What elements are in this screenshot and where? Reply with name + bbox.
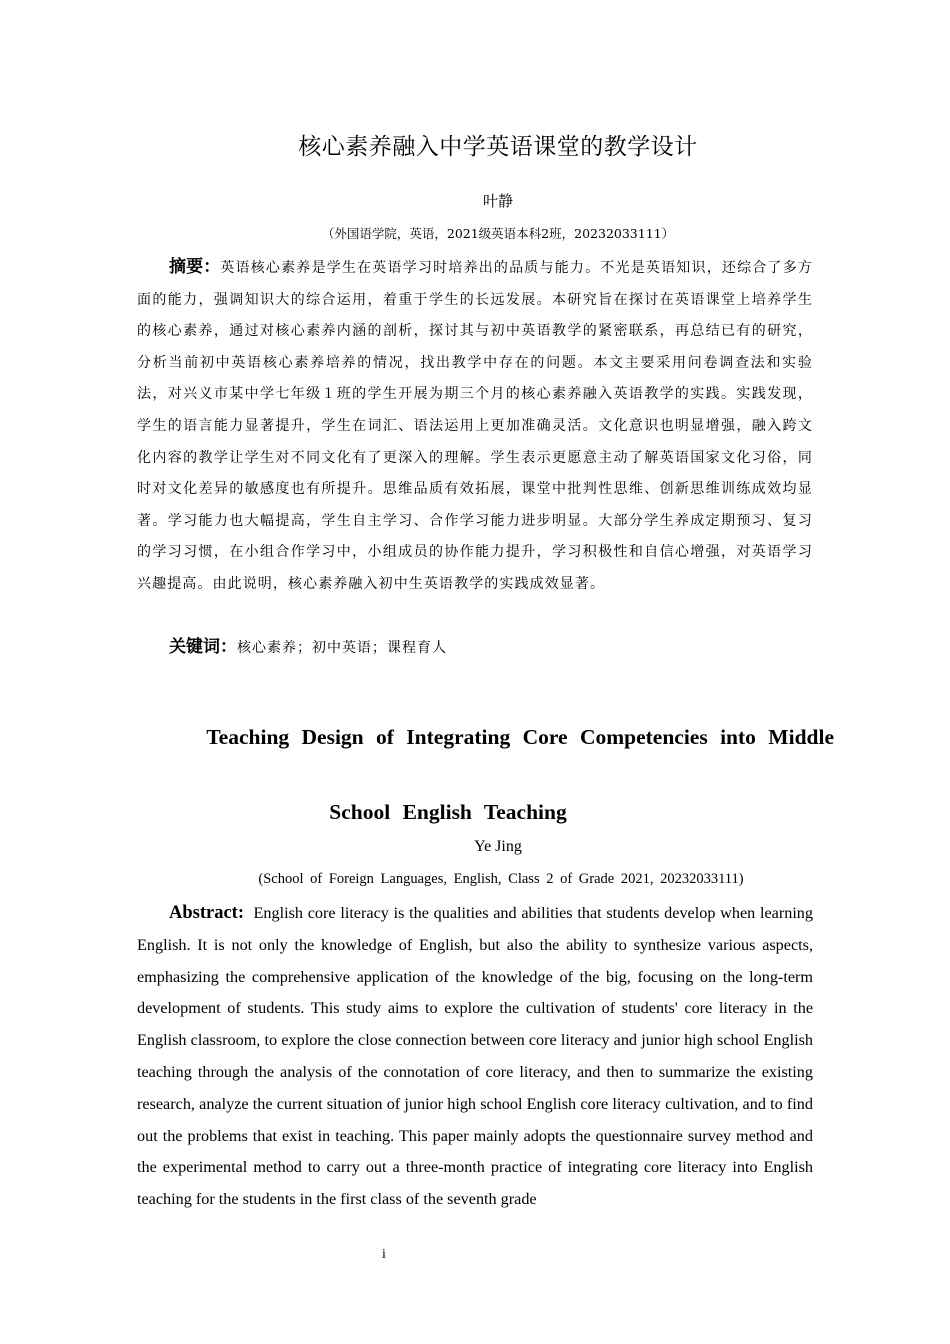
chinese-affiliation: （外国语学院，英语，2021级英语本科2班，20232033111） bbox=[321, 226, 675, 241]
english-abstract-text: English core literacy is the qualities and abilities that students develop when learning English. It is not only the knowledge of English, but also the ability to synthesize various aspects, emphasizing the comprehensive application of the knowledge of the big, focusing on the long-term development of students. This study aims to explore the cultivation of students' core literacy in the English classroom, to explore the close connection between core literacy and junior high school English teaching through the analysis of the connotation of core literacy, and then to summarize the existing research, analyze the current situation of junior high school English core literacy cultivation, and to find out the problems that exist in teaching. This paper mainly adopts the questionnaire survey method and the experimental method to carry out a three-month practice of integrating core literacy into English teaching for the students in the first class of the seventh grade bbox=[137, 904, 813, 1209]
chinese-author: 叶静 bbox=[482, 192, 513, 210]
english-abstract bbox=[137, 898, 813, 1216]
english-title-line-2: School English Teaching bbox=[329, 800, 567, 824]
english-affiliation: (School of Foreign Languages, English, Class 2 of Grade 2021, 20232033111) bbox=[258, 871, 744, 887]
chinese-abstract bbox=[137, 252, 813, 601]
chinese-abstract-label: 摘要： bbox=[169, 257, 221, 277]
english-abstract-label: Abstract: bbox=[169, 903, 245, 923]
page-number: i bbox=[382, 1247, 386, 1262]
chinese-abstract-text: 英语核心素养是学生在英语学习时培养出的品质与能力。不光是英语知识，还综合了多方面的能力，强调知识大的综合运用，着重于学生的长远发展。本研究旨在探讨在英语课堂上培养学生的核心素养，通过对核心素养内涵的剖析，探讨其与初中英语教学的紧密联系，再总结已有的研究，分析当前初中英语核心素养培养的情况，找出教学中存在的问题。本文主要采用问卷调查法和实验法，对兴义市某中学七年级１班的学生开展为期三个月的核心素养融入英语教学的实践。实践发现，学生的语言能力显著提升，学生在词汇、语法运用上更加准确灵活。文化意识也明显增强，融入跨文化内容的教学让学生对不同文化有了更深入的理解。学生表示更愿意主动了解英语国家文化习俗，同时对文化差异的敏感度也有所提升。思维品质有效拓展，课堂中批判性思维、创新思维训练成效均显著。学习能力也大幅提高，学生自主学习、合作学习能力进步明显。大部分学生养成定期预习、复习的学习习惯，在小组合作学习中，小组成员的协作能力提升，学习积极性和自信心增强，对英语学习兴趣提高。由此说明，核心素养融入初中生英语教学的实践成效显著。 bbox=[137, 260, 814, 592]
chinese-keywords-label: 关键词： bbox=[169, 637, 237, 657]
english-author: Ye Jing bbox=[474, 838, 522, 855]
english-title-line-1: Teaching Design of Integrating Core Competencies into Middle bbox=[206, 725, 834, 749]
chinese-keywords bbox=[169, 632, 447, 665]
chinese-keywords-text: 核心素养；初中英语；课程育人 bbox=[237, 640, 447, 656]
chinese-title: 核心素养融入中学英语课堂的教学设计 bbox=[298, 134, 698, 160]
english-title bbox=[137, 700, 859, 850]
